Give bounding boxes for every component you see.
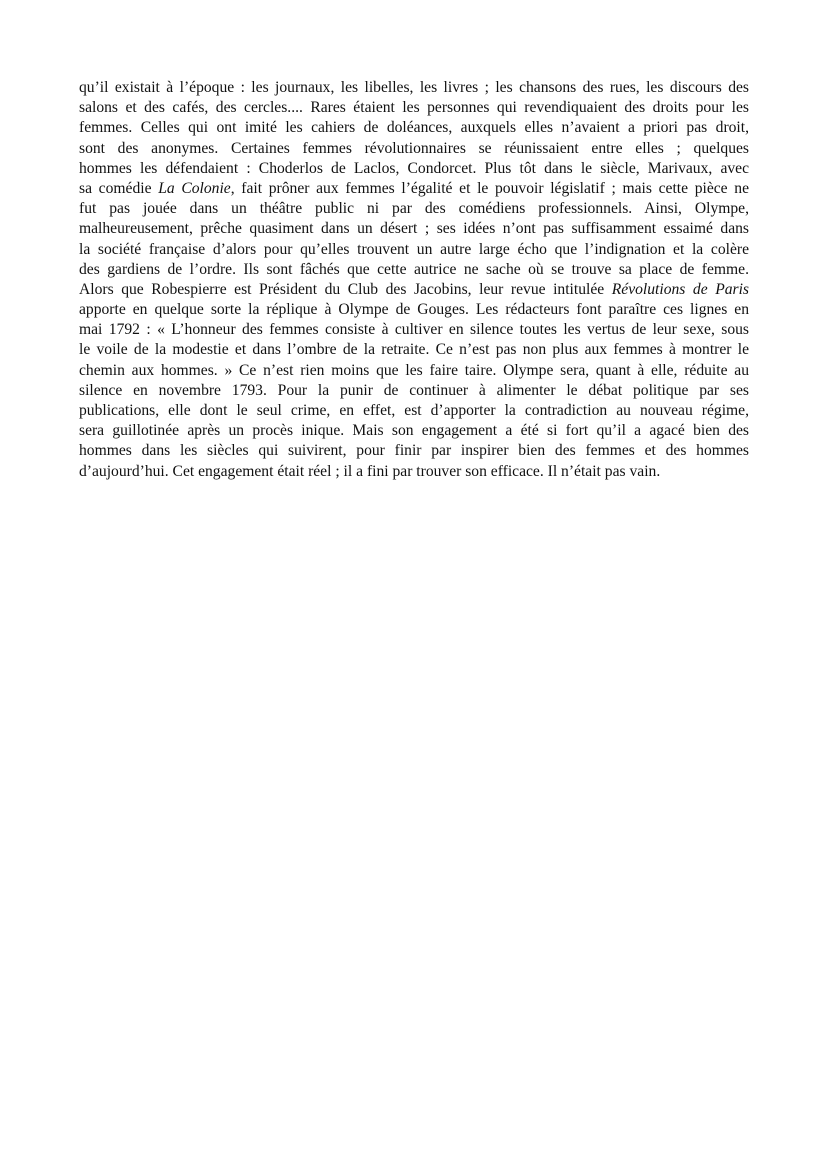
text-segment: hommes les défendaient : Choderlos de Laclos, Condorcet. Plus tôt dans le siècle, Marivaux, avec bbox=[79, 159, 749, 177]
text-line bbox=[79, 118, 749, 138]
text-line bbox=[79, 421, 749, 441]
text-segment: publications, elle dont le seul crime, en effet, est d’apporter la contradiction au nouveau régime, bbox=[79, 402, 749, 419]
text-line bbox=[79, 240, 749, 260]
text-line bbox=[79, 340, 749, 360]
text-segment: mai 1792 : « L’honneur des femmes consiste à cultiver en silence toutes les vertus de leur sexe, sous bbox=[79, 321, 749, 339]
text-segment: , fait prôner aux femmes l’égalité et le pouvoir législatif ; mais cette pièce ne bbox=[230, 179, 749, 197]
text-line bbox=[79, 219, 749, 239]
text-line bbox=[79, 159, 749, 179]
text-line bbox=[79, 381, 749, 401]
text-line bbox=[79, 98, 749, 118]
text-segment: des gardiens de l’ordre. Ils sont fâchés que cette autrice ne sache où se trouve sa place de femme. bbox=[79, 260, 749, 278]
text-segment: la société française d’alors pour qu’elles trouvent un autre large écho que l’indignation et la colère bbox=[79, 240, 749, 258]
text-segment: le voile de la modestie et dans l’ombre de la retraite. Ce n’est pas non plus aux femmes à montrer le bbox=[79, 341, 749, 359]
text-segment: femmes. Celles qui ont imité les cahiers de doléances, auxquels elles n’avaient a priori pas droit, bbox=[79, 119, 749, 137]
text-line bbox=[79, 78, 749, 98]
text-line bbox=[79, 441, 749, 461]
text-segment: fut pas jouée dans un théâtre public ni par des comédiens professionnels. Ainsi, Olympe, bbox=[79, 200, 749, 218]
text-segment: Alors que Robespierre est Président du Club des Jacobins, leur revue intitulée bbox=[79, 280, 612, 298]
body-paragraph bbox=[79, 78, 749, 482]
text-line bbox=[79, 179, 749, 199]
text-line bbox=[79, 280, 749, 300]
text-segment: sa comédie bbox=[79, 179, 159, 197]
text-line bbox=[79, 462, 749, 482]
italic-title: La Colonie bbox=[158, 179, 231, 197]
text-segment: chemin aux hommes. » Ce n’est rien moins que les faire taire. Olympe sera, quant à elle, réduite au bbox=[79, 361, 749, 379]
text-segment: d’aujourd’hui. Cet engagement était réel ; il a fini par trouver son efficace. Il n’était pas vain. bbox=[79, 462, 661, 480]
text-segment: apporte en quelque sorte la réplique à Olympe de Gouges. Les rédacteurs font paraître ces lignes en bbox=[79, 301, 749, 319]
text-segment: malheureusement, prêche quasiment dans un désert ; ses idées n’ont pas suffisamment essaimé dans bbox=[79, 220, 749, 238]
text-segment: salons et des cafés, des cercles.... Rares étaient les personnes qui revendiquaient des droits pour les bbox=[79, 99, 749, 117]
text-line bbox=[79, 260, 749, 280]
text-line bbox=[79, 361, 749, 381]
text-line bbox=[79, 401, 749, 421]
text-segment: hommes dans les siècles qui suivirent, pour finir par inspirer bien des femmes et des hommes bbox=[79, 442, 749, 460]
text-line bbox=[79, 199, 749, 219]
text-line bbox=[79, 300, 749, 320]
text-line bbox=[79, 320, 749, 340]
text-line bbox=[79, 139, 749, 159]
text-segment: silence en novembre 1793. Pour la punir de continuer à alimenter le débat politique par ses bbox=[79, 381, 749, 399]
italic-title: Révolutions de Paris bbox=[611, 280, 749, 298]
text-segment: sera guillotinée après un procès inique. Mais son engagement a été si fort qu’il a agacé bien des bbox=[79, 422, 749, 440]
text-segment: sont des anonymes. Certaines femmes révolutionnaires se réunissaient entre elles ; quelques bbox=[79, 139, 749, 157]
text-segment: qu’il existait à l’époque : les journaux, les libelles, les livres ; les chansons des rues, les discours des bbox=[79, 79, 749, 96]
